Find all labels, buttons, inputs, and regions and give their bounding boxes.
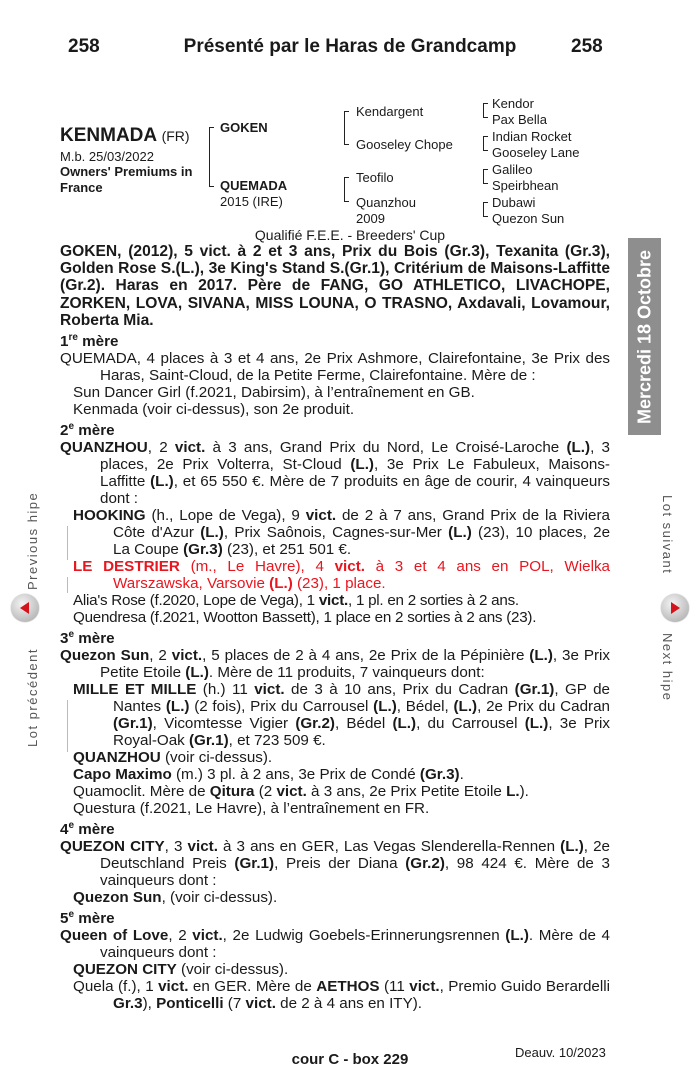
- produce-le-destrier: LE DESTRIER (m., Le Havre), 4 vict. à 3 et 4 ans en POL, Wielka Warszawska, Varsovie (L.) (23), 1 place.: [73, 558, 610, 593]
- pedigree-ddd: Quezon Sun: [492, 211, 565, 226]
- produce-mille-et-mille: MILLE ET MILLE (h.) 11 vict. de 3 à 10 ans, Prix du Cadran (Gr.1), GP de Nantes (L.) (2 fois), Prix du Carrousel (L.), Bédel, (L.), 2e Prix du Cadran (Gr.1), Vicomtesse Vigier (Gr.2), Bédel (L.), du Carrousel (L.), 3e Prix Royal-Oak (Gr.1), et 723 509 €.: [73, 681, 611, 750]
- fifth-dam-text: Queen of Love, 2 vict., 2e Ludwig Goebels-Erinnerungsrennen (L.). Mère de 4 vainqueurs dont :: [60, 927, 610, 962]
- sale-date: Mercredi 18 Octobre: [634, 249, 654, 424]
- next-lot-label-fr[interactable]: Lot suivant: [660, 495, 675, 575]
- pedigree-dss: Galileo: [492, 162, 533, 177]
- produce-quamoclit: Quamoclit. Mère de Qitura (2 vict. à 3 ans, 2e Prix Petite Etoile L.).: [73, 783, 529, 801]
- produce-hooking: HOOKING (h., Lope de Vega), 9 vict. de 2 à 7 ans, Grand Prix de la Riviera Côte d'Azur (L.), Prix Saônois, Cagnes-sur-Mer (L.) (23), 10 places, 2e La Coupe (Gr.3) (23), et 251 501 €.: [73, 507, 611, 559]
- pedigree-dam-info: 2015 (IRE): [220, 194, 283, 209]
- horse-info: M.b. 25/03/2022: [60, 149, 154, 164]
- qualification: Qualifié F.E.E. - Breeders' Cup: [254, 227, 446, 243]
- section-3rd-dam: 3e mère: [60, 629, 115, 648]
- arrow-right-icon: [668, 601, 682, 615]
- pedigree-ssd: Pax Bella: [492, 112, 547, 127]
- indent-bar: [67, 700, 68, 752]
- pedigree-dam: QUEMADA: [220, 178, 288, 193]
- next-lot-label-en[interactable]: Next hipe: [660, 633, 675, 702]
- pedigree-sd: Gooseley Chope: [356, 137, 453, 152]
- fourth-dam-text: QUEZON CITY, 3 vict. à 3 ans en GER, Las Vegas Slenderella-Rennen (L.), 2e Deutschland Preis (Gr.1), Preis der Diana (Gr.2), 98 424 €. Mère de 3 vainqueurs dont :: [60, 838, 610, 890]
- horse-origin: (FR): [161, 128, 190, 144]
- indent-bar: [67, 526, 68, 560]
- page-title: Présenté par le Haras de Grandcamp: [183, 36, 517, 57]
- horse-name: KENMADA: [60, 125, 158, 146]
- section-2nd-dam: 2e mère: [60, 421, 115, 440]
- pedigree-dd-year: 2009: [356, 211, 385, 226]
- section-4th-dam: 4e mère: [60, 820, 115, 839]
- pedigree-dsd: Speirbhean: [492, 178, 559, 193]
- previous-lot-label-en2[interactable]: Previous hipe: [25, 491, 40, 590]
- produce-line: Sun Dancer Girl (f.2021, Dabirsim), à l’entraînement en GB.: [73, 384, 475, 402]
- pedigree-ds: Teofilo: [356, 170, 394, 185]
- produce-quezon-city-ref: QUEZON CITY (voir ci-dessus).: [73, 961, 289, 979]
- owner-premiums-line2: France: [60, 180, 103, 195]
- third-dam-text: Quezon Sun, 2 vict., 5 places de 2 à 4 ans, 2e Prix de la Pépinière (L.), 3e Prix Petite Etoile (L.). Mère de 11 produits, 7 vainqueurs dont:: [60, 647, 610, 682]
- first-dam-text: QUEMADA, 4 places à 3 et 4 ans, 2e Prix Ashmore, Clairefontaine, 3e Prix des Haras, Saint-Cloud, de la Petite Ferme, Clairefontaine. Mère de :: [60, 350, 610, 385]
- arrow-left-icon: [18, 601, 32, 615]
- lot-number-right: 258: [571, 36, 603, 57]
- lot-number-left: 258: [68, 36, 100, 57]
- produce-capo-maximo: Capo Maximo (m.) 3 pl. à 2 ans, 3e Prix de Condé (Gr.3).: [73, 766, 464, 784]
- produce-line: Kenmada (voir ci-dessus), son 2e produit.: [73, 401, 355, 419]
- previous-lot-label-fr[interactable]: Lot précédent: [25, 647, 40, 747]
- horse-title: [60, 125, 190, 147]
- pedigree-bracket: [483, 202, 484, 217]
- pedigree-sdd: Gooseley Lane: [492, 145, 580, 160]
- pedigree-dd: Quanzhou: [356, 195, 416, 210]
- produce-quezon-sun-ref: Quezon Sun, (voir ci-dessus).: [73, 889, 278, 907]
- pedigree-sire: GOKEN: [220, 120, 268, 135]
- sire-paragraph: GOKEN, (2012), 5 vict. à 2 et 3 ans, Prix du Bois (Gr.3), Texanita (Gr.3), Golden Rose S.(L.), 3e King's Stand S.(Gr.1), Critérium de Maisons-Laffitte (Gr.2). Haras en 2017. Père de FANG, GO ATHLETICO, LIVACHOPE, ZORKEN, LOVA, SIVANA, MISS LOUNA, O TRASNO, Axdavali, Lovamour, Roberta Mia.: [60, 243, 610, 329]
- pedigree-sds: Indian Rocket: [492, 129, 572, 144]
- pedigree-bracket: [483, 136, 484, 151]
- pedigree-ss: Kendargent: [356, 104, 424, 119]
- second-dam-text: QUANZHOU, 2 vict. à 3 ans, Grand Prix du Nord, Le Croisé-Laroche (L.), 3 places, 2e Prix Volterra, St-Cloud (L.), 3e Prix Le Fabuleux, Maisons-Laffitte (L.), et 65 550 €. Mère de 7 produits en âge de courir, 4 vainqueurs dont :: [60, 439, 610, 508]
- pedigree-bracket: [344, 111, 345, 145]
- pedigree-bracket: [483, 169, 484, 184]
- indent-bar: [67, 577, 68, 593]
- produce-questura: Questura (f.2021, Le Havre), à l’entraînement en FR.: [73, 800, 430, 818]
- produce-quela: Quela (f.), 1 vict. en GER. Mère de AETHOS (11 vict., Premio Guido Berardelli Gr.3), Ponticelli (7 vict. de 2 à 4 ans en ITY).: [73, 978, 610, 1013]
- owner-premiums-line1: Owners' Premiums in: [60, 164, 193, 179]
- pedigree-dds: Dubawi: [492, 195, 536, 210]
- sale-reference: Deauv. 10/2023: [515, 1045, 606, 1060]
- pedigree-bracket: [483, 103, 484, 118]
- next-lot-button[interactable]: [661, 594, 689, 622]
- box-location: cour C - box 229: [291, 1051, 409, 1068]
- produce-quanzhou-ref: QUANZHOU (voir ci-dessus).: [73, 749, 273, 767]
- pedigree-bracket: [344, 177, 345, 202]
- section-5th-dam: 5e mère: [60, 909, 115, 928]
- previous-lot-button[interactable]: [11, 594, 39, 622]
- pedigree-bracket: [209, 127, 210, 187]
- section-1st-dam: 1re mère: [60, 332, 119, 351]
- sale-date-tab: [628, 238, 661, 435]
- pedigree-sss: Kendor: [492, 96, 534, 111]
- produce-quendresa: Quendresa (f.2021, Wootton Bassett), 1 place en 2 sorties à 2 ans (23).: [73, 609, 537, 627]
- main-text: [60, 243, 610, 1012]
- produce-alias-rose: Alia's Rose (f.2020, Lope de Vega), 1 vict., 1 pl. en 2 sorties à 2 ans.: [73, 592, 519, 610]
